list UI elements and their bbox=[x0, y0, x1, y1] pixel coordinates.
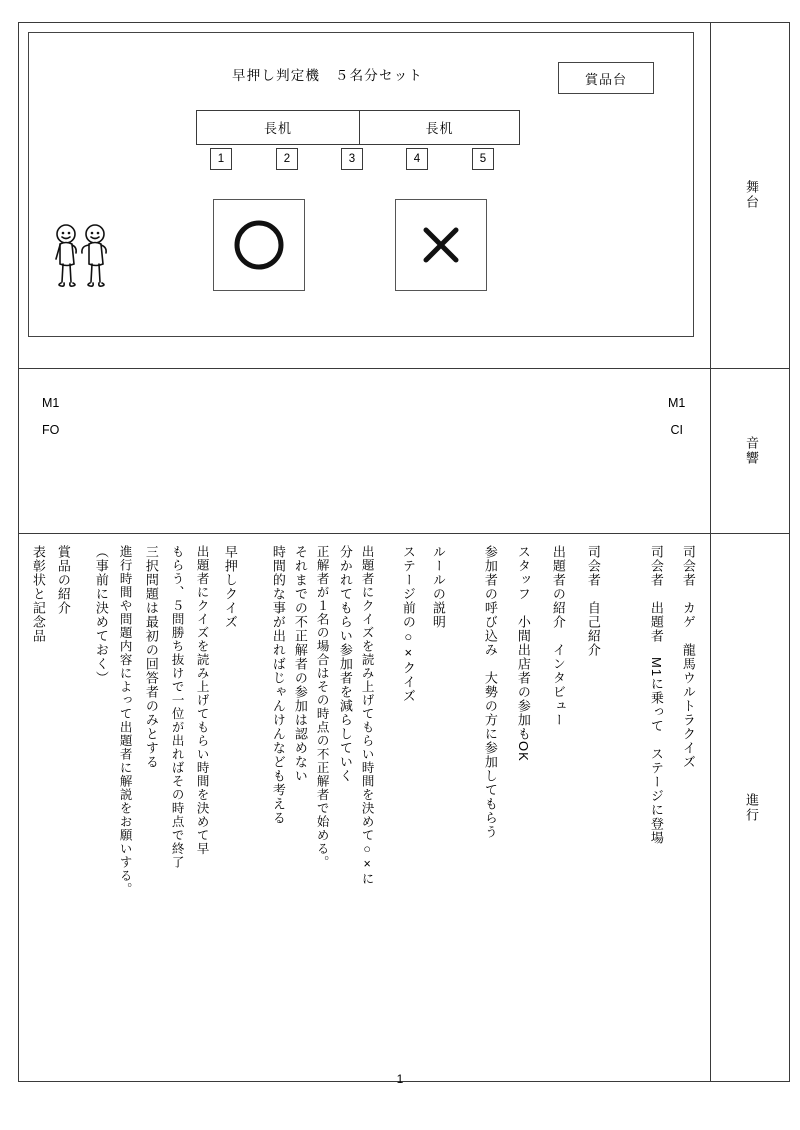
program-column: 時間的な事が出ればじゃんけんなども考える bbox=[270, 545, 286, 825]
circle-icon bbox=[230, 216, 288, 274]
sound-cue-right-spacer bbox=[668, 412, 685, 423]
seat-number: 4 bbox=[413, 153, 421, 165]
program-column: 出題者にクイズを読み上げてもらい時間を決めて早 bbox=[195, 545, 210, 856]
long-desk-right bbox=[359, 110, 520, 145]
program-column: ステージ前の○×クイズ bbox=[400, 545, 416, 703]
stage-sound-divider bbox=[18, 368, 790, 369]
cross-icon bbox=[419, 223, 463, 267]
sound-cue-right-track: M1 bbox=[668, 396, 686, 410]
answer-card-maru bbox=[213, 199, 305, 291]
program-column: 賞品の紹介 bbox=[55, 545, 71, 615]
row-label-stage-text: 舞台 bbox=[743, 180, 759, 210]
sound-cue-left-spacer bbox=[42, 412, 59, 423]
long-desk-left-label: 長机 bbox=[263, 121, 292, 136]
row-label-sound bbox=[711, 368, 790, 533]
program-column: （事前に決めておく） bbox=[93, 545, 109, 685]
two-people-icon bbox=[48, 222, 128, 294]
program-column: 正解者が１名の場合はその時点の不正解者で始める。 bbox=[315, 545, 330, 869]
program-column: 三択問題は最初の回答者のみとする bbox=[143, 545, 159, 769]
seat-box bbox=[406, 148, 428, 170]
seat-number: 5 bbox=[479, 153, 487, 165]
program-column: 早押しクイズ bbox=[222, 545, 238, 629]
sound-cue-left bbox=[42, 396, 59, 438]
long-desk-right-label: 長机 bbox=[425, 121, 454, 136]
answer-card-batsu bbox=[395, 199, 487, 291]
program-column: 参加者の呼び込み 大勢の方に参加してもらう bbox=[482, 545, 498, 839]
row-label-program bbox=[711, 533, 790, 1082]
program-text-columns bbox=[28, 545, 694, 1055]
sound-cue-left-track: M1 bbox=[42, 396, 60, 410]
program-column: 司会者 出題者 M1に乗って ステージに登場 bbox=[648, 545, 664, 846]
program-column: それまでの不正解者の参加は認めない bbox=[292, 545, 308, 783]
sound-cue-right-action: CI bbox=[670, 422, 683, 437]
page-number: 1 bbox=[396, 1072, 404, 1086]
program-column: 進行時間や問題内容によって出題者に解説をお願いする。 bbox=[118, 545, 133, 896]
sound-program-divider bbox=[18, 533, 790, 534]
sound-cue-left-action: FO bbox=[42, 422, 60, 437]
seat-box bbox=[341, 148, 363, 170]
program-column: スタッフ 小間出店者の参加もOK bbox=[515, 545, 531, 762]
row-label-stage bbox=[711, 22, 790, 368]
seat-box bbox=[472, 148, 494, 170]
long-desk-left bbox=[196, 110, 360, 145]
row-label-sound-text: 音響 bbox=[743, 435, 759, 466]
program-column: 出題者にクイズを読み上げてもらい時間を決めて○×に bbox=[360, 545, 375, 886]
program-column: 表彰状と記念品 bbox=[30, 545, 46, 643]
program-column: 出題者の紹介 インタビュー bbox=[550, 545, 566, 727]
participant-figures bbox=[48, 222, 128, 294]
seat-number: 3 bbox=[348, 153, 356, 165]
program-column: 分かれてもらい参加者を減らしていく bbox=[337, 545, 353, 783]
seat-number: 1 bbox=[217, 153, 225, 165]
program-column: 司会者 自己紹介 bbox=[585, 545, 601, 657]
prize-stand-label: 賞品台 bbox=[584, 71, 627, 87]
program-column: もらう、５問勝ち抜けで一位が出ればその時点で終了 bbox=[170, 545, 185, 869]
seat-box bbox=[276, 148, 298, 170]
buzzer-set-caption: 早押し判定機 ５名分セット bbox=[232, 68, 424, 83]
seat-box bbox=[210, 148, 232, 170]
prize-stand-box bbox=[558, 62, 654, 94]
row-label-program-text: 進行 bbox=[743, 792, 759, 823]
sound-cue-right bbox=[668, 396, 685, 438]
program-column: 司会者 カゲ 龍馬ウルトラクイズ bbox=[680, 545, 696, 769]
seat-number: 2 bbox=[283, 153, 291, 165]
program-column: ルールの説明 bbox=[430, 545, 446, 629]
